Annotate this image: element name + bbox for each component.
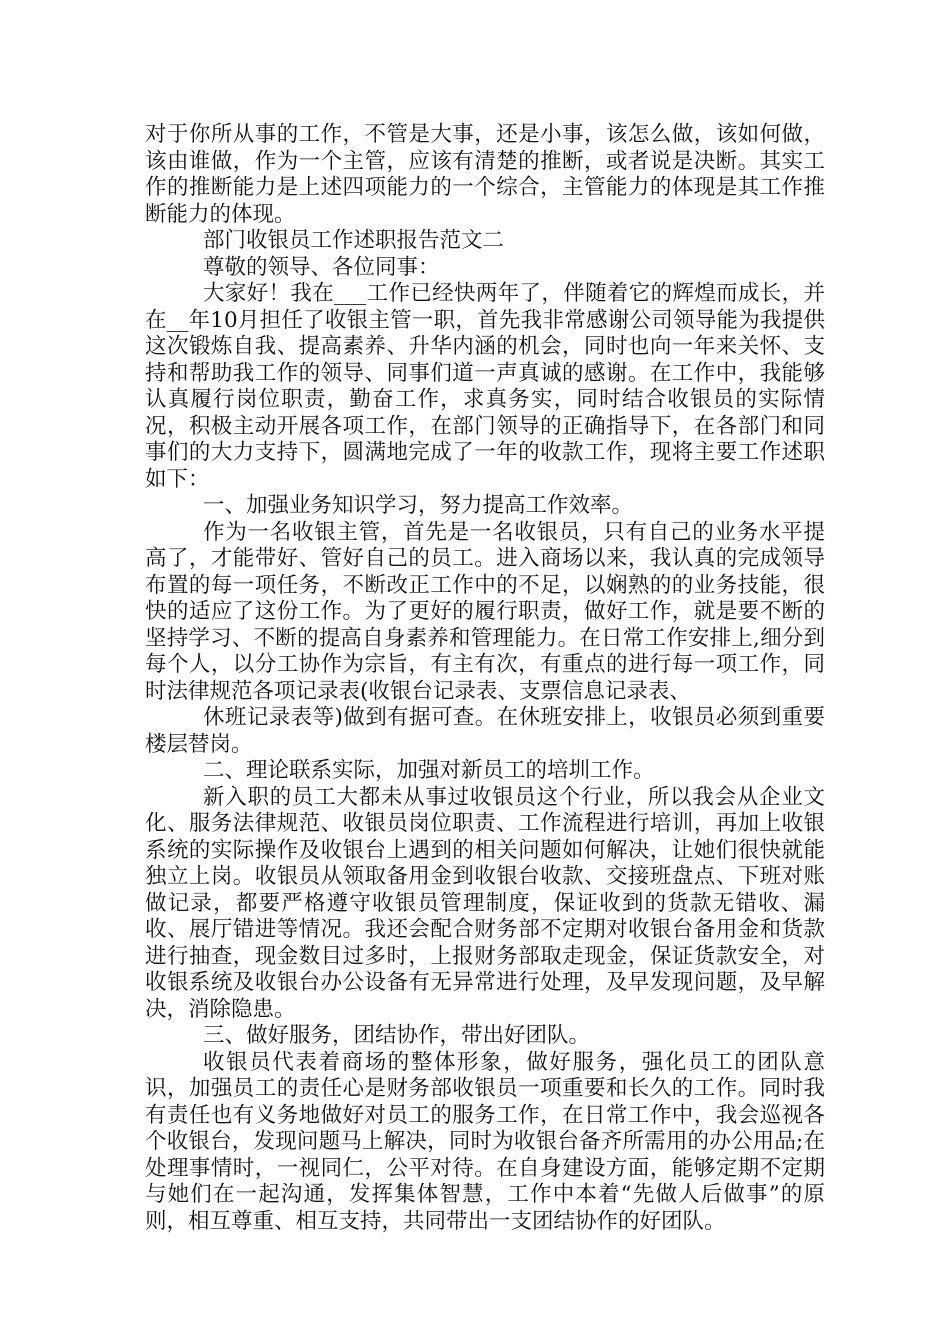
section-title: 部门收银员工作述职报告范文二 [203, 228, 505, 253]
heading-three: 三、做好服务，团结协作，带出好团队。 [203, 1023, 591, 1048]
paragraph-one-continued: 休班记录表等)做到有据可查。在休班安排上，收银员必须到重要楼层替岗。 [145, 705, 825, 757]
heading-one: 一、加强业务知识学习，努力提高工作效率。 [203, 493, 634, 518]
paragraph-two: 新入职的员工大都未从事过收银员这个行业，所以我会从企业文化、服务法律规范、收银员岗位职责、工作流程进行培训，再加上收银系统的实际操作及收银台上遇到的相关问题如何解决，让她们很快就能独立上岗。收银员从领取备用金到收银台收款、交接班盘点、下班对账做记录，都要严格遵守收银员管理制度，保证收到的货款无错收、漏收、展厅错进等情况。我还会配合财务部不定期对收银台备用金和货款进行抽查，现金数目过多时，上报财务部取走现金，保证货款安全，对收银系统及收银台办公设备有无异常进行处理，及早发现问题，及早解决，消除隐患。 [145, 784, 825, 1022]
paragraph-three: 收银员代表着商场的整体形象，做好服务，强化员工的团队意识，加强员工的责任心是财务部收银员一项重要和长久的工作。同时我有责任也有义务地做好对员工的服务工作，在日常工作中，我会巡视各个收银台，发现问题马上解决，同时为收银台备齐所需用的办公用品;在处理事情时，一视同仁，公平对待。在自身建设方面，能够定期不定期与她们在一起沟通，发挥集体智慧，工作中本着“先做人后做事”的原则，相互尊重、相互支持，共同带出一支团结协作的好团队。 [145, 1049, 825, 1234]
salutation: 尊敬的领导、各位同事： [203, 254, 440, 280]
heading-two: 二、理论联系实际，加强对新员工的培圳工作。 [203, 758, 655, 783]
paragraph-intro: 对于你所从事的工作，不管是大事，还是小事，该怎么做，该如何做，该由谁做，作为一个主管，应该有清楚的推断，或者说是决断。其实工作的推断能力是上述四项能力的一个综合，主管能力的体现是其工作推断能力的体现。 [145, 122, 825, 227]
paragraph-one: 作为一名收银主管，首先是一名收银员，只有自己的业务水平提高了，才能带好、管好自己的员工。进入商场以来，我认真的完成领导布置的每一项任务，不断改正工作中的不足，以娴熟的的业务技能，很快的适应了这份工作。为了更好的履行职责，做好工作，就是要不断的坚持学习、不断的提高自身素养和管理能力。在日常工作安排上,细分到每个人，以分工协作为宗旨，有主有次，有重点的进行每一项工作，同时法律规范各项记录表(收银台记录表、支票信息记录表、 [145, 519, 825, 704]
document-body [145, 122, 825, 1235]
paragraph-greeting: 大家好！我在___工作已经快两年了，伴随着它的辉煌而成长，并在__年10月担任了收银主管一职，首先我非常感谢公司领导能为我提供这次锻炼自我、提高素养、升华内涵的机会，同时也向一年来关怀、支持和帮助我工作的领导、同事们道一声真诚的感谢。在工作中，我能够认真履行岗位职责，勤奋工作，求真务实，同时结合收银员的实际情况，积极主动开展各项工作，在部门领导的正确指导下，在各部门和同事们的大力支持下，圆满地完成了一年的收款工作，现将主要工作述职如下： [145, 281, 825, 492]
